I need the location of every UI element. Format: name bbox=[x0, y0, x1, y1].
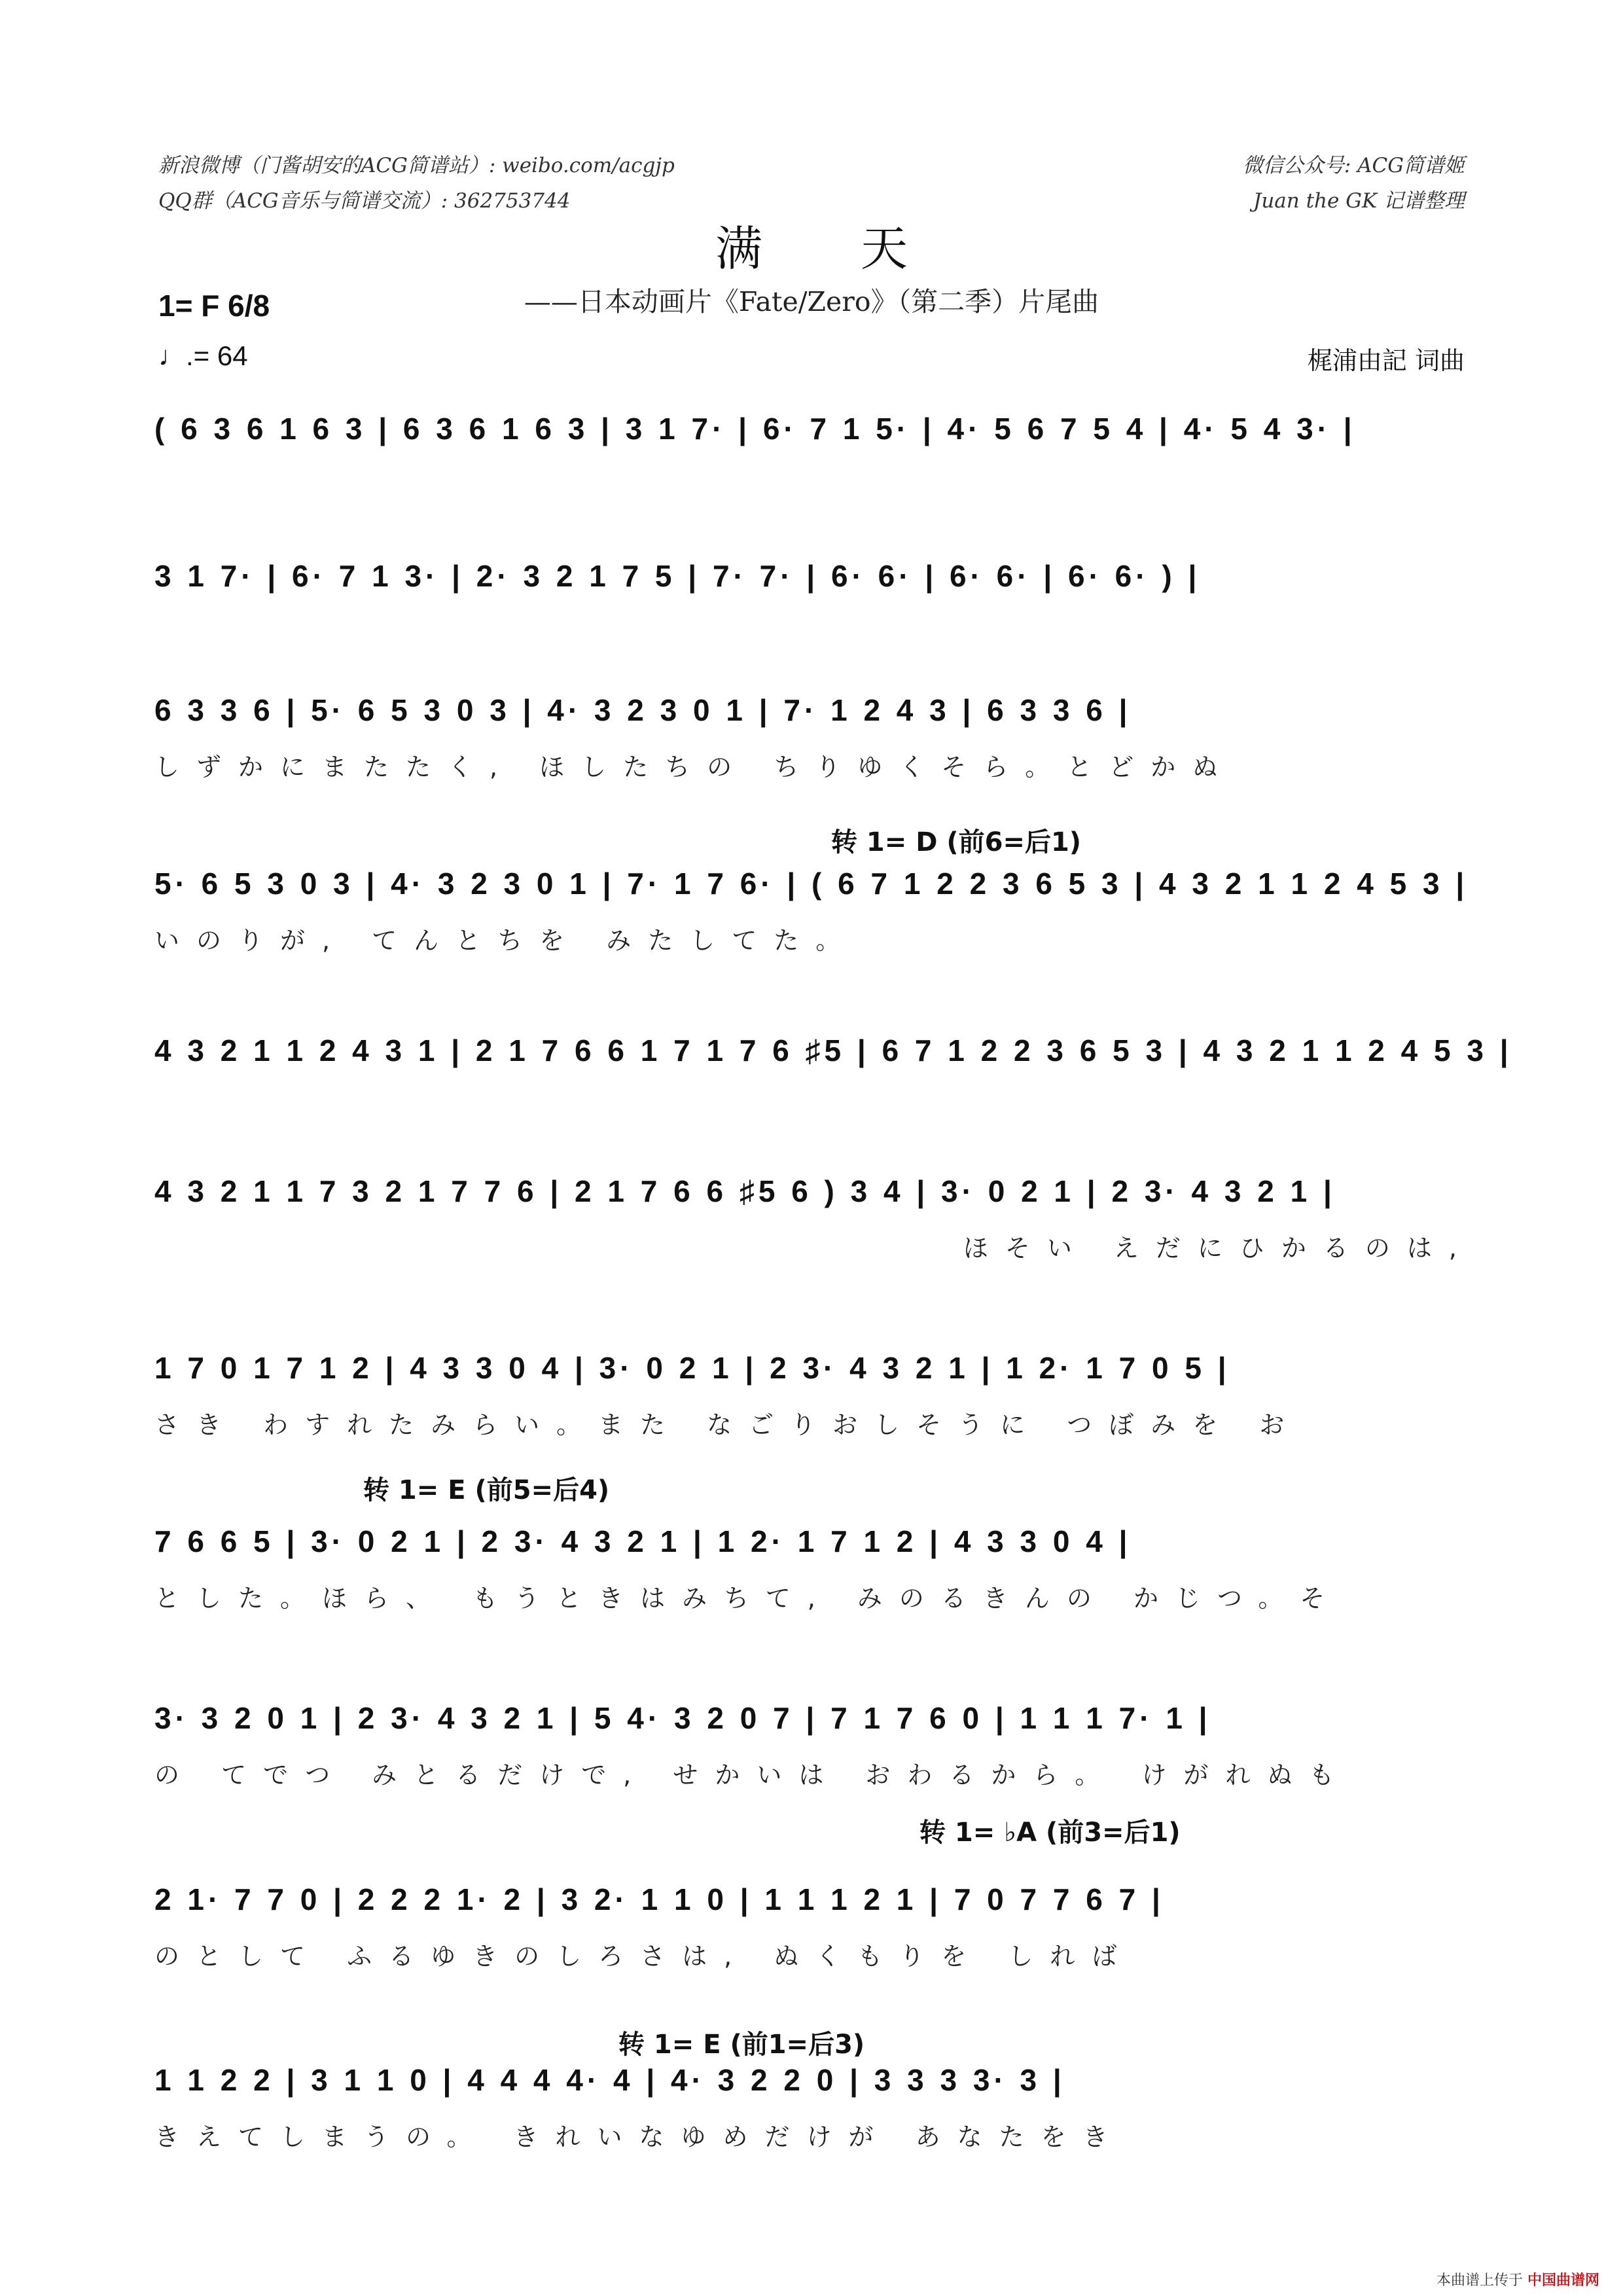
notes-line: 7 6 6 5 | 3· 0 2 1 | 2 3· 4 3 2 1 | 1 2· 1 7 1 2 | 4 3 3 0 4 | bbox=[154, 1524, 1132, 1558]
key-change-3: 转 1= ♭A (前3=后1) bbox=[919, 1818, 1181, 1848]
lyrics-line: とした。ほら、 もうときはみちて, みのるきんの かじつ。そ bbox=[154, 1584, 1342, 1613]
notes-line: 4 3 2 1 1 7 3 2 1 7 7 6 | 2 1 7 6 6 ♯5 6 ) 3 4 | 3· 0 2 1 | 2 3· 4 3 2 1 | bbox=[154, 1174, 1336, 1208]
page-title: 满天 bbox=[715, 221, 1006, 276]
weibo-text: 新浪微博（门酱胡安的ACG简谱站）: weibo.com/acgjp bbox=[158, 154, 675, 177]
score-row-5 bbox=[154, 1024, 1512, 1103]
score-row-8 bbox=[154, 1515, 1474, 1613]
score-row-7 bbox=[154, 1342, 1474, 1439]
site-logo[interactable]: 中国曲谱网 bbox=[1527, 2272, 1599, 2289]
score-row-4 bbox=[154, 857, 1474, 955]
lyrics-line: の てでつ みとるだけで, せかいは おわるから。 けがれぬも bbox=[154, 1761, 1351, 1789]
wechat-text: 微信公众号: ACG简谱姬 bbox=[1242, 154, 1465, 177]
header-right bbox=[1243, 148, 1465, 219]
key-change-2: 转 1= E (前5=后4) bbox=[363, 1475, 610, 1505]
footer bbox=[1436, 2269, 1599, 2289]
notes-line: 6 3 3 6 | 5· 6 5 3 0 3 | 4· 3 2 3 0 1 | 7· 1 2 4 3 | 6 3 3 6 | bbox=[154, 693, 1132, 727]
key-change-4: 转 1= E (前1=后3) bbox=[618, 2030, 865, 2060]
score-row-10 bbox=[154, 1873, 1474, 1971]
notes-line: 1 1 2 2 | 3 1 1 0 | 4 4 4 4· 4 | 4· 3 2 2 0 | 3 3 3 3· 3 | bbox=[154, 2063, 1065, 2097]
lyrics-line: しずかにまたたく, ほしたちの ちりゆくそら。とどかぬ bbox=[154, 753, 1235, 781]
score-row-9 bbox=[154, 1692, 1474, 1789]
lyrics-line: いのりが, てんとちを みたしてた。 bbox=[154, 926, 858, 955]
score-row-6 bbox=[154, 1165, 1474, 1263]
lyrics-line: さき わすれたみらい。また なごりおしそうに つぼみを お bbox=[154, 1410, 1302, 1439]
header-left bbox=[158, 148, 675, 219]
notes-line: 1 7 0 1 7 1 2 | 4 3 3 0 4 | 3· 0 2 1 | 2 3· 4 3 2 1 | 1 2· 1 7 0 5 | bbox=[154, 1351, 1230, 1385]
arranger-text: Juan the GK 记谱整理 bbox=[1253, 189, 1465, 213]
tempo-marking: ♩.= 64 bbox=[158, 340, 248, 371]
composer-credit: 梶浦由記 词曲 bbox=[1307, 346, 1465, 375]
score-row-1 bbox=[154, 403, 1474, 481]
page-subtitle: ——日本动画片《Fate/Zero》（第二季）片尾曲 bbox=[524, 286, 1099, 317]
notes-line: 2 1· 7 7 0 | 2 2 2 1· 2 | 3 2· 1 1 0 | 1 1 1 2 1 | 7 0 7 7 6 7 | bbox=[154, 1882, 1164, 1916]
footer-text: 本曲谱上传于 bbox=[1436, 2272, 1523, 2289]
key-change-1: 转 1= D (前6=后1) bbox=[831, 827, 1082, 857]
notes-line: 3· 3 2 0 1 | 2 3· 4 3 2 1 | 5 4· 3 2 0 7 | 7 1 7 6 0 | 1 1 1 7· 1 | bbox=[154, 1701, 1211, 1735]
score-row-3 bbox=[154, 684, 1474, 781]
qq-text: QQ群（ACG音乐与简谱交流）: 362753744 bbox=[158, 189, 571, 213]
notes-line: ( 6 3 6 1 6 3 | 6 3 6 1 6 3 | 3 1 7· | 6· 7 1 5· | 4· 5 6 7 5 4 | 4· 5 4 3· | bbox=[154, 412, 1356, 446]
score-row-11 bbox=[154, 2054, 1474, 2151]
key-signature: 1= F 6/8 bbox=[158, 289, 270, 323]
notes-line: 3 1 7· | 6· 7 1 3· | 2· 3 2 1 7 5 | 7· 7· | 6· 6· | 6· 6· | 6· 6· ) | bbox=[154, 559, 1201, 593]
notes-line: 4 3 2 1 1 2 4 3 1 | 2 1 7 6 6 1 7 1 7 6 ♯5 | 6 7 1 2 2 3 6 5 3 | 4 3 2 1 1 2 4 5 3 | bbox=[154, 1033, 1512, 1067]
lyrics-line: のとして ふるゆきのしろさは, ぬくもりを しれば bbox=[154, 1942, 1134, 1971]
score-row-2 bbox=[154, 550, 1474, 628]
lyrics-line: ほそい えだにひかるのは, bbox=[963, 1234, 1474, 1263]
notes-line: 5· 6 5 3 0 3 | 4· 3 2 3 0 1 | 7· 1 7 6· | ( 6 7 1 2 2 3 6 5 3 | 4 3 2 1 1 2 4 5 3 | bbox=[154, 867, 1469, 901]
lyrics-line: きえてしまうの。 きれいなゆめだけが あなたをき bbox=[154, 2123, 1125, 2151]
